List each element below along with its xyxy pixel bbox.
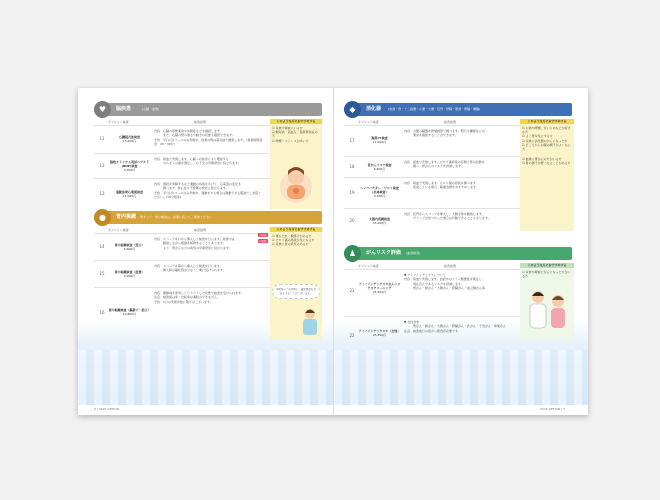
- row-name-text: アミノインデックス®がんリスクスクリーニング: [358, 282, 401, 290]
- section-header: [94, 211, 322, 224]
- row-name: [358, 163, 401, 171]
- row-desc: ▼ 女性対象 胃がん・肺がん・大腸がん・膵臓がん・乳がん・子宮がん・卵巣がん 注意 検査前日の夜から絶食が必要です。: [404, 320, 507, 333]
- doctor-patient-illustration: [526, 287, 570, 335]
- col-desc: 検査説明: [444, 264, 457, 268]
- recommend-item: ☑ 家族や親戚にいる方: [272, 126, 303, 130]
- recommend-box: [520, 119, 574, 231]
- page-footer: 2025 OPTION | 7: [540, 407, 565, 411]
- section-title: 脳疾患: [116, 106, 132, 112]
- recommend-item: ☑ よく胃を気にする方: [522, 134, 553, 139]
- recommend-item: ☑ 家族に消化器のがんになった方: [522, 138, 568, 143]
- recommend-header: このような方におすすめする: [270, 119, 322, 124]
- row-number: 21: [349, 288, 355, 293]
- heart-icon: ♥: [94, 101, 111, 118]
- row-number: 18: [349, 164, 355, 169]
- recommend-box: [270, 227, 322, 339]
- recommend-header: このような方におすすめする: [270, 227, 322, 232]
- recommend-list: [520, 124, 574, 168]
- recommend-item: ☑ ピロリ菌の感染が気になる方: [272, 238, 315, 243]
- intestine-icon: ◆: [344, 101, 361, 118]
- row-name-text: 胃内視鏡検査（鎮静下・経口）: [108, 308, 151, 312]
- row-price: 3,300円: [123, 168, 136, 172]
- recommend-item: ☑ 喫煙・ストレスが多い方: [272, 138, 309, 143]
- section-title: がんリスク評価: [366, 250, 401, 256]
- row-name: [108, 270, 151, 278]
- row-name-text: 大腸内視鏡検査: [368, 217, 390, 221]
- row-number: 11: [99, 136, 105, 141]
- stomach-icon: ●: [94, 209, 111, 226]
- row-price: 11,000円: [372, 140, 387, 144]
- recommend-item: ☑ 糖尿病・高血圧・脂質異常症の方: [272, 130, 318, 139]
- row-desc: 内容 スコープを口から挿入して検査を行います。検査中は 観察しながら組織を採取することもあります。 より、胃がんなどの病気の早期発見に役立ちます。: [154, 237, 235, 250]
- row-desc: 内容 心臓の形態異常や弁膜症などを確認します。 また、心臓の壁の厚さや動きの状態も確認できます。 予約 平日(月)コースのみ実施中。検査の際は超音波で観察します。（検査時間目安：20～30分）: [154, 129, 263, 147]
- endoscope-tag: 内視鏡: [259, 240, 267, 243]
- recommend-item: ☑ 血縁に胃がんの方がいる方: [522, 157, 562, 162]
- row-name: [358, 136, 401, 144]
- recommend-item: ☑ 胃もたれ・胸焼けがある方: [272, 234, 312, 238]
- recommend-item: ☑ 家族や親戚にがんになった方がいる方: [522, 270, 571, 279]
- recommend-box: [520, 263, 574, 339]
- row-name-text: 胃内視鏡検査（経口）: [114, 243, 145, 247]
- row-desc: ▼ アミノインデックスについて 内容 採血で実施します。血液中のアミノ酸濃度を測定し、 現在がんであるリスクを評価します。 胃がん・肺がん・大腸がん・膵臓がん・前立腺がん等: [404, 273, 486, 291]
- row-price: 3,300円: [373, 194, 386, 198]
- row-name-text: アミノインデックス®（女性）: [358, 329, 401, 333]
- col-option: オプション検査: [358, 120, 379, 124]
- row-name-text: 胃がんリスク検査: [367, 163, 392, 167]
- section-subtitle: 胃カメラ・胃の検査は、必要に応じてご相談ください: [140, 215, 213, 219]
- row-price: 25,300円: [372, 333, 387, 337]
- row-name-text: 胃内視鏡検査（経鼻）: [114, 270, 145, 274]
- row-desc: 内容 採血で実施します。ピロリ菌感染の有無と胃の状態を 調べ、胃がんのリスクを評価します。: [404, 160, 485, 169]
- recommend-list: [520, 268, 574, 280]
- row-name-text: 運動負荷心電図検査: [115, 190, 143, 194]
- col-option: オプション検査: [358, 264, 379, 268]
- recommend-item: ☑ お酒や喫煙、甘いものなどが好きな方: [522, 126, 571, 135]
- endoscope-tag: 内視鏡: [259, 234, 267, 237]
- col-desc: 検査説明: [194, 120, 207, 124]
- row-price: 9,900円: [123, 274, 136, 278]
- recommend-item: ☑ 胃の調子が悪くなることがある方: [522, 161, 571, 166]
- col-desc: 検査説明: [444, 120, 457, 124]
- row-name-text: 腹部CT検査: [371, 136, 388, 140]
- row-name: [108, 243, 151, 251]
- row-number: 16: [99, 310, 105, 315]
- col-option: オプション検査: [108, 120, 129, 124]
- section-subtitle: (食道・胃・十二指腸・小腸・大腸・肛門・肝臓・胆道・膵臓・脾臓): [388, 107, 481, 111]
- row-desc: 内容 スコープを鼻から挿入して検査を行います。 挿入時の嘔吐感が少なく、楽に受けられます。: [154, 264, 226, 273]
- section-title: 消化器: [366, 106, 382, 112]
- recommend-list: [270, 124, 322, 145]
- row-name-text: ヘリコバクター・ピロリ検査（抗体検査）: [360, 186, 399, 194]
- row-name-text: 心臓超音波検査: [118, 135, 140, 139]
- row-price: 25,300円: [372, 290, 387, 294]
- row-name: [358, 282, 401, 294]
- note-bubble: ※眼科のご予約時に、確認事項をお伝えすることがございます。: [272, 284, 320, 299]
- row-price: 6,600円: [373, 167, 386, 171]
- section-subtitle: (血液検査): [406, 251, 421, 255]
- row-name: [108, 135, 151, 143]
- row-price: 19,800円: [122, 312, 137, 316]
- page-footer: 6 | 2025 OPTION: [94, 407, 119, 411]
- row-number: 17: [349, 138, 355, 143]
- row-desc: 内容 採血で実施します。心臓への負担により増加する ホルモンの値を測定し、心不全の早期発見に役立ちます。: [154, 157, 241, 166]
- row-desc: 内容 お腹の臓器を断層画像で調べます。胆石や腫瘍などの 異常を確認することができます。: [404, 129, 485, 138]
- recommend-box: [270, 119, 322, 209]
- row-number: 12: [99, 163, 105, 168]
- section-header: [344, 103, 572, 116]
- recommend-item: ☑ 日ごろからお腹の調子がよくない方: [522, 142, 571, 152]
- row-price: 6,600円: [123, 247, 136, 251]
- page-gutter: [333, 88, 334, 415]
- section-subtitle: (心臓・血管): [142, 107, 160, 111]
- row-number: 14: [99, 244, 105, 249]
- section-title: 胃内視鏡: [116, 214, 137, 220]
- recommend-list: [270, 232, 322, 249]
- row-name: [358, 217, 401, 225]
- row-desc: 内容 階段を昇降するなど運動の負荷をかけて、心電図の変化を 調べます。狭心症や不整脈の発見に役立ちます。 予約 平日(月)コースのみ実施中。運動をする場合は運動できる服装でご来院ください。(15分程度): [154, 182, 262, 200]
- row-number: 22: [349, 333, 355, 338]
- section-header: [344, 247, 572, 260]
- brochure-spread: [78, 88, 588, 415]
- col-desc: 検査説明: [194, 228, 207, 232]
- row-desc: 内容 肛門からスコープを挿入し、大腸全体を観察します。 ポリープが見つかった場合は切除できることもあります。: [404, 212, 491, 221]
- row-name: [108, 160, 151, 172]
- row-price: 11,000円: [122, 194, 137, 198]
- row-price: 13,200円: [122, 139, 137, 143]
- row-number: 20: [349, 218, 355, 223]
- row-name: [108, 308, 151, 316]
- row-desc: 内容 鎮静剤を使用してウトウトした状態で検査を受けられます。 注意 検査後は車・自転車の運転ができません。 予約 1日の実施件数に限りがございます。: [154, 291, 244, 304]
- row-desc: 内容 採血で実施します。ピロリ菌の感染を調べます。 感染している場合、除菌治療をおすすめします。: [404, 181, 479, 190]
- row-number: 15: [99, 271, 105, 276]
- person-icon: ♟: [344, 245, 361, 262]
- row-number: 13: [99, 191, 105, 196]
- row-number: 19: [349, 190, 355, 195]
- row-name: [358, 329, 401, 337]
- row-name: [108, 190, 151, 198]
- nurse-illustration: [300, 307, 320, 337]
- recommend-header: このような方におすすめする: [520, 263, 574, 268]
- recommend-item: ☑ 家族に胃の病気のある方: [272, 242, 309, 247]
- section-header: [94, 103, 322, 116]
- row-price: 33,000円: [372, 221, 387, 225]
- row-name: [358, 186, 401, 198]
- woman-illustration: [278, 163, 314, 205]
- recommend-header: このような方におすすめする: [520, 119, 574, 124]
- col-option: オプション検査: [108, 228, 129, 232]
- row-name-text: 脳性ナトリウム利尿ペプチド(BNP)検査: [110, 160, 149, 168]
